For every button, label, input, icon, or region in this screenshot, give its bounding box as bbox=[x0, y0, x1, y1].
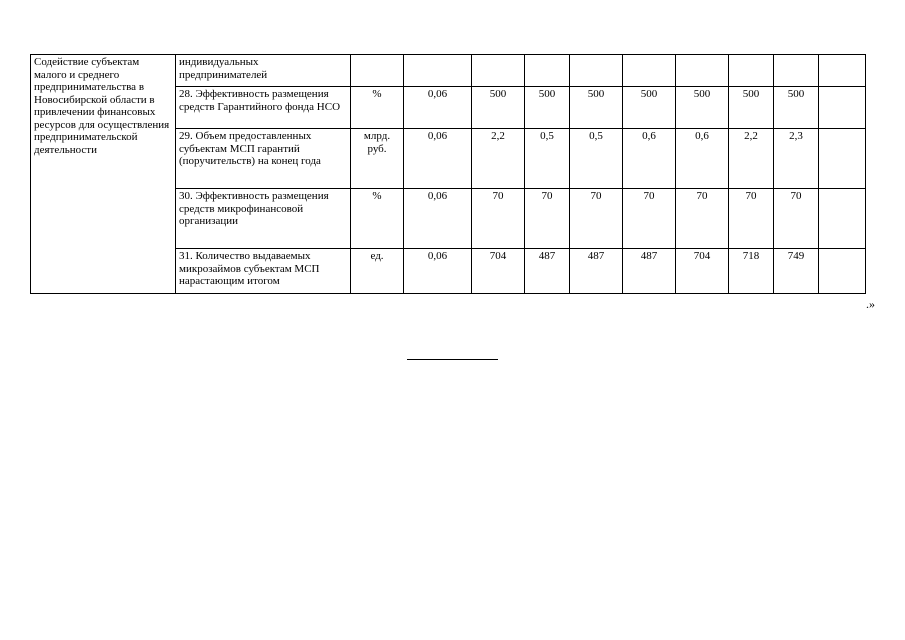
indicator-cell: индивидуальных предпринимателей bbox=[176, 55, 351, 87]
value-cell: 70 bbox=[472, 189, 525, 249]
value-cell: 718 bbox=[729, 249, 774, 294]
unit-cell bbox=[351, 55, 404, 87]
value-cell bbox=[819, 129, 866, 189]
value-cell bbox=[472, 55, 525, 87]
closing-quote: .» bbox=[866, 297, 875, 311]
value-cell: 70 bbox=[729, 189, 774, 249]
value-cell: 500 bbox=[570, 87, 623, 129]
value-cell: 2,2 bbox=[472, 129, 525, 189]
value-cell: 487 bbox=[623, 249, 676, 294]
weight-cell: 0,06 bbox=[404, 189, 472, 249]
unit-cell: млрд. руб. bbox=[351, 129, 404, 189]
value-cell: 704 bbox=[676, 249, 729, 294]
value-cell: 70 bbox=[623, 189, 676, 249]
value-cell bbox=[819, 55, 866, 87]
value-cell: 2,2 bbox=[729, 129, 774, 189]
value-cell bbox=[525, 55, 570, 87]
unit-cell: % bbox=[351, 87, 404, 129]
value-cell bbox=[819, 249, 866, 294]
indicators-table bbox=[30, 54, 905, 294]
indicator-cell: 31. Количество выдаваемых микрозаймов субъектам МСП нарастающим итогом bbox=[176, 249, 351, 294]
value-cell: 0,6 bbox=[623, 129, 676, 189]
value-cell: 70 bbox=[525, 189, 570, 249]
value-cell bbox=[729, 55, 774, 87]
separator-line bbox=[407, 359, 498, 360]
indicator-cell: 29. Объем предоставленных субъектам МСП гарантий (поручительств) на конец года bbox=[176, 129, 351, 189]
weight-cell: 0,06 bbox=[404, 87, 472, 129]
indicator-cell: 30. Эффективность размещения средств микрофинансовой организации bbox=[176, 189, 351, 249]
value-cell: 2,3 bbox=[774, 129, 819, 189]
value-cell bbox=[774, 55, 819, 87]
indicator-cell: 28. Эффективность размещения средств Гарантийного фонда НСО bbox=[176, 87, 351, 129]
value-cell: 500 bbox=[525, 87, 570, 129]
value-cell: 0,5 bbox=[525, 129, 570, 189]
table-row bbox=[31, 55, 905, 87]
value-cell: 0,5 bbox=[570, 129, 623, 189]
value-cell bbox=[623, 55, 676, 87]
value-cell bbox=[570, 55, 623, 87]
weight-cell bbox=[404, 55, 472, 87]
value-cell: 70 bbox=[570, 189, 623, 249]
value-cell: 749 bbox=[774, 249, 819, 294]
value-cell: 487 bbox=[525, 249, 570, 294]
value-cell bbox=[676, 55, 729, 87]
weight-cell: 0,06 bbox=[404, 249, 472, 294]
value-cell: 500 bbox=[774, 87, 819, 129]
value-cell: 704 bbox=[472, 249, 525, 294]
value-cell: 500 bbox=[472, 87, 525, 129]
value-cell: 500 bbox=[676, 87, 729, 129]
value-cell: 70 bbox=[774, 189, 819, 249]
unit-cell: ед. bbox=[351, 249, 404, 294]
value-cell: 0,6 bbox=[676, 129, 729, 189]
value-cell: 487 bbox=[570, 249, 623, 294]
value-cell: 500 bbox=[729, 87, 774, 129]
goal-cell: Содействие субъектам малого и среднего предпринимательства в Новосибирской области в привлечении финансовых ресурсов для осуществления предпринимательской деятельности bbox=[31, 55, 176, 294]
unit-cell: % bbox=[351, 189, 404, 249]
value-cell bbox=[819, 189, 866, 249]
value-cell: 500 bbox=[623, 87, 676, 129]
value-cell: 70 bbox=[676, 189, 729, 249]
value-cell bbox=[819, 87, 866, 129]
weight-cell: 0,06 bbox=[404, 129, 472, 189]
